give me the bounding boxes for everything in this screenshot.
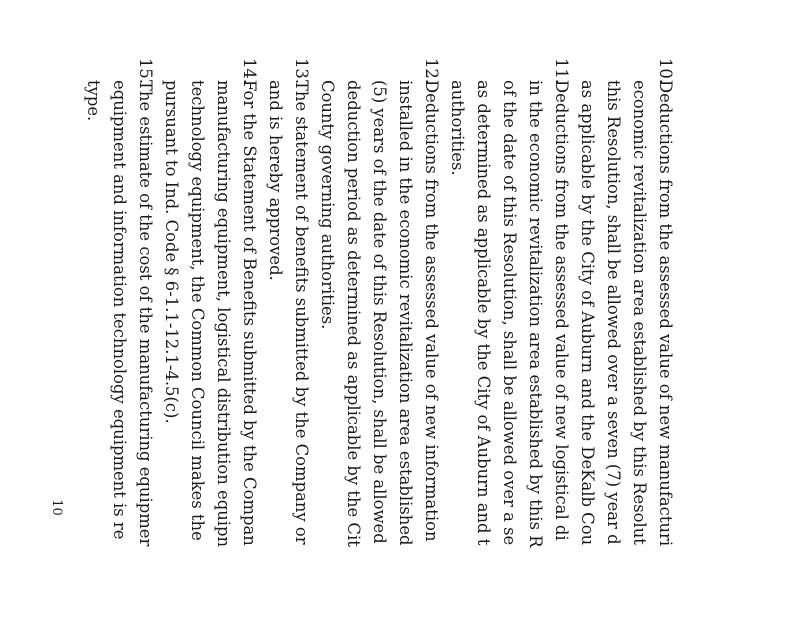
text-line xyxy=(314,58,340,618)
text-line xyxy=(600,58,626,618)
line-text: equipment and information technology equipment is re xyxy=(110,80,129,540)
line-text: installed in the economic revitalization area established xyxy=(396,80,415,546)
text-line xyxy=(262,58,288,618)
item-number: 13. xyxy=(292,58,311,85)
text-line xyxy=(392,58,418,618)
item-number: 12. xyxy=(422,58,441,85)
text-line xyxy=(418,58,444,618)
line-text: manufacturing equipment, logistical distribution equipn xyxy=(214,80,233,548)
text-line xyxy=(80,58,106,618)
text-line xyxy=(184,58,210,618)
text-line xyxy=(652,58,678,618)
item-number: 15. xyxy=(136,58,155,85)
line-text: Deductions from the assessed value of new information xyxy=(422,80,441,542)
line-text: technology equipment, the Common Council makes the xyxy=(188,80,207,541)
line-text: The estimate of the cost of the manufacturing equipmer xyxy=(136,80,155,547)
text-line xyxy=(548,58,574,618)
line-text: economic revitalization area established by this Resolut xyxy=(630,80,649,545)
text-line xyxy=(158,58,184,618)
line-text: deduction period as determined as applicable by the Cit xyxy=(344,80,363,547)
line-text: type. xyxy=(84,80,103,122)
line-text: this Resolution, shall be allowed over a seven (7) year d xyxy=(604,80,623,545)
text-line xyxy=(340,58,366,618)
line-text: pursuant to Ind. Code § 6-1.1-12.1-4.5(c). xyxy=(162,80,181,424)
text-line xyxy=(132,58,158,618)
item-number: 10. xyxy=(656,58,675,85)
line-text: Deductions from the assessed value of new logistical di xyxy=(552,80,571,541)
text-line xyxy=(210,58,236,618)
text-line xyxy=(236,58,262,618)
text-line xyxy=(470,58,496,618)
text-line xyxy=(496,58,522,618)
item-number: 11. xyxy=(552,58,571,85)
item-number: 14. xyxy=(240,58,259,85)
text-line xyxy=(366,58,392,618)
text-line xyxy=(574,58,600,618)
text-line xyxy=(288,58,314,618)
line-text: in the economic revitalization area established by this R xyxy=(526,80,545,548)
text-line xyxy=(522,58,548,618)
line-text: and is hereby approved. xyxy=(266,80,285,281)
line-text: as applicable by the City of Auburn and the DeKalb Cou xyxy=(578,80,597,546)
text-line xyxy=(626,58,652,618)
line-text: authorities. xyxy=(448,80,467,176)
page-number: 10 xyxy=(48,499,64,516)
text-line xyxy=(106,58,132,618)
line-text: For the Statement of Benefits submitted by the Compan xyxy=(240,80,259,546)
text-line xyxy=(444,58,470,618)
line-text: The statement of benefits submitted by the Company or xyxy=(292,80,311,545)
line-text: Deductions from the assessed value of new manufacturi xyxy=(656,80,675,547)
line-text: as determined as applicable by the City of Auburn and t xyxy=(474,80,493,546)
line-text: (5) years of the date of this Resolution, shall be allowed xyxy=(370,80,389,544)
resolution-text-block xyxy=(80,58,678,618)
line-text: County governing authorities. xyxy=(318,80,337,330)
line-text: of the date of this Resolution, shall be allowed over a se xyxy=(500,80,519,546)
